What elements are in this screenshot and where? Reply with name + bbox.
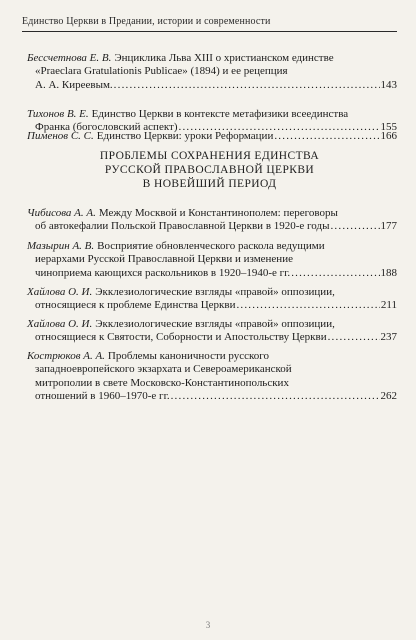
leader-dots bbox=[114, 79, 380, 92]
entry-title-line: иерархами Русской Православной Церкви и изменение bbox=[35, 253, 293, 266]
entry-page: 166 bbox=[380, 130, 397, 142]
entry-page: 177 bbox=[380, 220, 397, 233]
entry-author: Тихонов В. Е. bbox=[27, 108, 89, 120]
header-rule bbox=[22, 31, 397, 32]
entry-author: Хайлова О. И. bbox=[27, 318, 93, 330]
toc-entry[interactable] bbox=[27, 318, 397, 345]
leader-dots bbox=[330, 220, 379, 233]
section-title-line: В НОВЕЙШИЙ ПЕРИОД bbox=[142, 178, 277, 190]
section-title-line: ПРОБЛЕМЫ СОХРАНЕНИЯ ЕДИНСТВА bbox=[99, 150, 320, 162]
entry-author: Хайлова О. И. bbox=[27, 286, 93, 298]
toc-entry[interactable] bbox=[27, 240, 397, 280]
toc-entry[interactable] bbox=[27, 130, 397, 143]
entry-title-line: «Praeclara Gratulationis Publicae» (1894) и ее рецепция bbox=[35, 65, 288, 78]
entry-title-line: Восприятие обновленческого раскола ведущими bbox=[97, 240, 325, 252]
entry-page: 237 bbox=[380, 331, 397, 344]
entry-title-line: отношений в 1960–1970-е гг. bbox=[35, 390, 170, 403]
section-title-line: РУССКОЙ ПРАВОСЛАВНОЙ ЦЕРКВИ bbox=[104, 164, 315, 176]
entry-title-line: относящиеся к Святости, Соборности и Апостольству Церкви bbox=[35, 331, 327, 344]
leader-dots bbox=[171, 390, 380, 403]
entry-title-line: Энциклика Льва XIII о христианском единстве bbox=[114, 52, 334, 64]
entry-title-line: Экклезиологические взгляды «правой» оппозиции, bbox=[95, 286, 335, 298]
leader-dots bbox=[236, 299, 379, 312]
entry-author: Мазырин А. В. bbox=[27, 240, 95, 252]
entry-title-line: митрополии в свете Московско-Константинопольских bbox=[35, 376, 289, 389]
entry-title-line: относящиеся к проблеме Единства Церкви bbox=[35, 299, 236, 312]
entry-page: 143 bbox=[380, 78, 397, 91]
entry-title-line: Между Москвой и Константинополем: переговоры bbox=[98, 207, 338, 219]
entry-title-line: Единство Церкви: уроки Реформации bbox=[96, 130, 274, 142]
toc-entry[interactable] bbox=[27, 286, 397, 313]
entry-author: Кострюков А. А. bbox=[27, 350, 105, 362]
entry-author: Пименов С. С. bbox=[27, 130, 94, 142]
leader-dots bbox=[274, 130, 379, 143]
entry-page: 188 bbox=[380, 266, 397, 279]
toc-entry[interactable] bbox=[27, 207, 397, 234]
entry-title-line: Франка (богословский аспект) bbox=[35, 121, 178, 134]
entry-page: 211 bbox=[380, 299, 397, 312]
entry-title-line: чиноприема кающихся раскольников в 1920–1940-е гг. bbox=[35, 266, 291, 279]
page-number: 3 bbox=[205, 620, 211, 630]
entry-title-line: западноевропейского экзархата и Североамериканской bbox=[35, 363, 292, 376]
entry-title-line: Единство Церкви в контексте метафизики всеединства bbox=[91, 108, 349, 120]
entry-author: Чибисова А. А. bbox=[27, 207, 96, 219]
entry-author: Бессчетнова Е. В. bbox=[27, 52, 112, 64]
entry-page: 155 bbox=[380, 121, 397, 134]
leader-dots bbox=[291, 267, 379, 280]
toc-entry[interactable] bbox=[27, 52, 397, 92]
entry-title-line: Экклезиологические взгляды «правой» оппозиции, bbox=[95, 318, 335, 330]
toc-entry[interactable] bbox=[27, 350, 397, 404]
entry-page: 262 bbox=[380, 390, 397, 403]
running-head: Единство Церкви в Предании, истории и современности bbox=[22, 16, 271, 27]
entry-title-line: Проблемы каноничности русского bbox=[107, 350, 270, 362]
entry-title-line: об автокефалии Польской Православной Церкви в 1920-е годы bbox=[35, 220, 330, 233]
leader-dots bbox=[328, 331, 380, 344]
entry-title-line: А. А. Киреевым. bbox=[35, 78, 113, 91]
